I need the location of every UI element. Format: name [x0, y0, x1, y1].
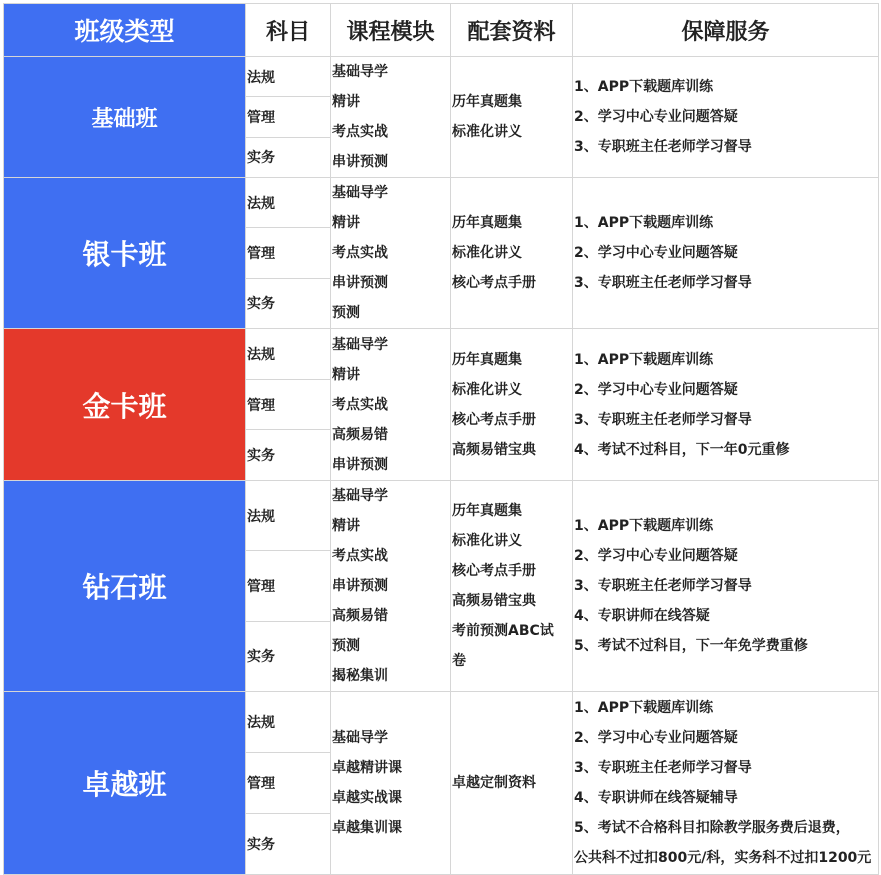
- material-item: 考前预测ABC试: [452, 623, 554, 639]
- header-service: 保障服务: [573, 4, 879, 57]
- subject-cell: [246, 481, 331, 692]
- module-item: 精讲: [332, 94, 360, 110]
- table-row: [4, 178, 879, 329]
- class-name: 钻石班: [82, 571, 167, 604]
- subject-item: 法规: [246, 57, 330, 97]
- subject-item: 法规: [246, 178, 330, 228]
- material-item: 卷: [452, 653, 466, 669]
- service-item: 2、学习中心专业问题答疑: [574, 730, 738, 746]
- service-item: 4、专职讲师在线答疑辅导: [574, 790, 738, 806]
- class-type-cell: [4, 481, 246, 692]
- subject-item: 管理: [246, 551, 330, 621]
- material-cell: [451, 481, 573, 692]
- service-item: 2、学习中心专业问题答疑: [574, 381, 738, 398]
- module-item: 基础导学: [332, 336, 388, 353]
- module-item: 精讲: [332, 215, 360, 231]
- service-item: 2、学习中心专业问题答疑: [574, 245, 738, 261]
- service-item: 3、专职班主任老师学习督导: [574, 578, 752, 594]
- material-cell: [451, 329, 573, 481]
- class-type-cell: [4, 692, 246, 875]
- service-item: 5、考试不合格科目扣除教学服务费后退费，: [574, 820, 850, 836]
- material-item: 核心考点手册: [452, 563, 536, 579]
- module-item: 基础导学: [332, 488, 388, 504]
- subject-cell: [246, 692, 331, 875]
- service-item: 4、考试不过科目，下一年0元重修: [574, 441, 790, 458]
- subject-item: 管理: [246, 228, 330, 278]
- subject-item: 管理: [246, 97, 330, 137]
- service-item: 3、专职班主任老师学习督导: [574, 275, 752, 291]
- material-cell: [451, 57, 573, 178]
- service-item: 1、APP下载题库训练: [574, 351, 714, 368]
- material-item: 核心考点手册: [452, 275, 536, 291]
- class-name: 基础班: [91, 106, 158, 132]
- material-item: 历年真题集: [452, 94, 522, 110]
- material-item: 卓越定制资料: [452, 775, 536, 791]
- module-item: 卓越精讲课: [332, 760, 402, 776]
- module-item: 预测: [332, 638, 360, 654]
- header-class-type: 班级类型: [4, 4, 246, 57]
- module-item: 串讲预测: [332, 154, 388, 170]
- service-cell: [573, 692, 879, 875]
- service-item: 1、APP下载题库训练: [574, 215, 714, 231]
- material-item: 历年真题集: [452, 351, 522, 368]
- module-item: 揭秘集训: [332, 668, 388, 684]
- material-item: 标准化讲义: [452, 124, 522, 140]
- header-row: [4, 4, 879, 57]
- class-name: 卓越班: [82, 768, 167, 801]
- service-cell: [573, 329, 879, 481]
- module-item: 串讲预测: [332, 578, 388, 594]
- subject-item: 实务: [247, 448, 275, 465]
- class-comparison-table: [3, 3, 879, 875]
- service-item: 1、APP下载题库训练: [574, 79, 714, 95]
- material-cell: [451, 692, 573, 875]
- subject-item: 管理: [246, 753, 330, 814]
- service-item: 1、APP下载题库训练: [574, 700, 714, 716]
- service-item: 3、专职班主任老师学习督导: [574, 411, 752, 428]
- material-item: 标准化讲义: [452, 533, 522, 549]
- module-item: 高频易错: [332, 608, 388, 624]
- class-type-cell: [4, 178, 246, 329]
- material-item: 历年真题集: [452, 503, 522, 519]
- service-item: 2、学习中心专业问题答疑: [574, 109, 738, 125]
- header-materials: 配套资料: [451, 4, 573, 57]
- module-item: 预测: [332, 305, 360, 321]
- subject-item: 法规: [246, 329, 330, 380]
- subject-item: 实务: [247, 837, 275, 853]
- module-cell: [331, 178, 451, 329]
- subject-item: 实务: [247, 296, 275, 313]
- service-cell: [573, 178, 879, 329]
- module-item: 基础导学: [332, 185, 388, 201]
- subject-cell: [246, 57, 331, 178]
- module-item: 串讲预测: [332, 275, 388, 291]
- class-name: 银卡班: [82, 238, 167, 271]
- class-type-cell: [4, 329, 246, 481]
- subject-item: 实务: [247, 150, 275, 167]
- table-row: [4, 329, 879, 481]
- class-name: 金卡班: [82, 389, 167, 423]
- service-item: 5、考试不过科目，下一年免学费重修: [574, 638, 808, 654]
- service-item: 2、学习中心专业问题答疑: [574, 548, 738, 564]
- module-cell: [331, 692, 451, 875]
- service-item: 公共科不过扣800元/科，实务科不过扣1200元: [574, 850, 872, 866]
- service-cell: [573, 481, 879, 692]
- material-item: 核心考点手册: [452, 411, 536, 428]
- header-module: 课程模块: [331, 4, 451, 57]
- module-cell: [331, 57, 451, 178]
- table-row: [4, 692, 879, 875]
- module-item: 精讲: [332, 366, 360, 383]
- material-item: 标准化讲义: [452, 381, 522, 398]
- subject-item: 管理: [246, 380, 330, 431]
- module-item: 考点实战: [332, 548, 388, 564]
- class-type-cell: [4, 57, 246, 178]
- material-item: 高频易错宝典: [452, 593, 536, 609]
- material-item: 高频易错宝典: [452, 441, 536, 458]
- module-item: 基础导学: [332, 64, 388, 80]
- subject-cell: [246, 178, 331, 329]
- module-item: 基础导学: [332, 730, 388, 746]
- module-item: 卓越实战课: [332, 790, 402, 806]
- subject-item: 法规: [246, 481, 330, 551]
- material-cell: [451, 178, 573, 329]
- module-item: 精讲: [332, 518, 360, 534]
- service-cell: [573, 57, 879, 178]
- service-item: 3、专职班主任老师学习督导: [574, 760, 752, 776]
- subject-item: 实务: [247, 649, 275, 666]
- service-item: 3、专职班主任老师学习督导: [574, 139, 752, 155]
- module-item: 串讲预测: [332, 456, 388, 473]
- material-item: 标准化讲义: [452, 245, 522, 261]
- subject-item: 法规: [246, 692, 330, 753]
- table-row: [4, 481, 879, 692]
- module-cell: [331, 329, 451, 481]
- table-row: [4, 57, 879, 178]
- module-item: 考点实战: [332, 396, 388, 413]
- module-item: 考点实战: [332, 245, 388, 261]
- module-cell: [331, 481, 451, 692]
- service-item: 1、APP下载题库训练: [574, 518, 714, 534]
- service-item: 4、专职讲师在线答疑: [574, 608, 710, 624]
- module-item: 卓越集训课: [332, 820, 402, 836]
- material-item: 历年真题集: [452, 215, 522, 231]
- module-item: 高频易错: [332, 426, 388, 443]
- subject-cell: [246, 329, 331, 481]
- header-subject: 科目: [246, 4, 331, 57]
- module-item: 考点实战: [332, 124, 388, 140]
